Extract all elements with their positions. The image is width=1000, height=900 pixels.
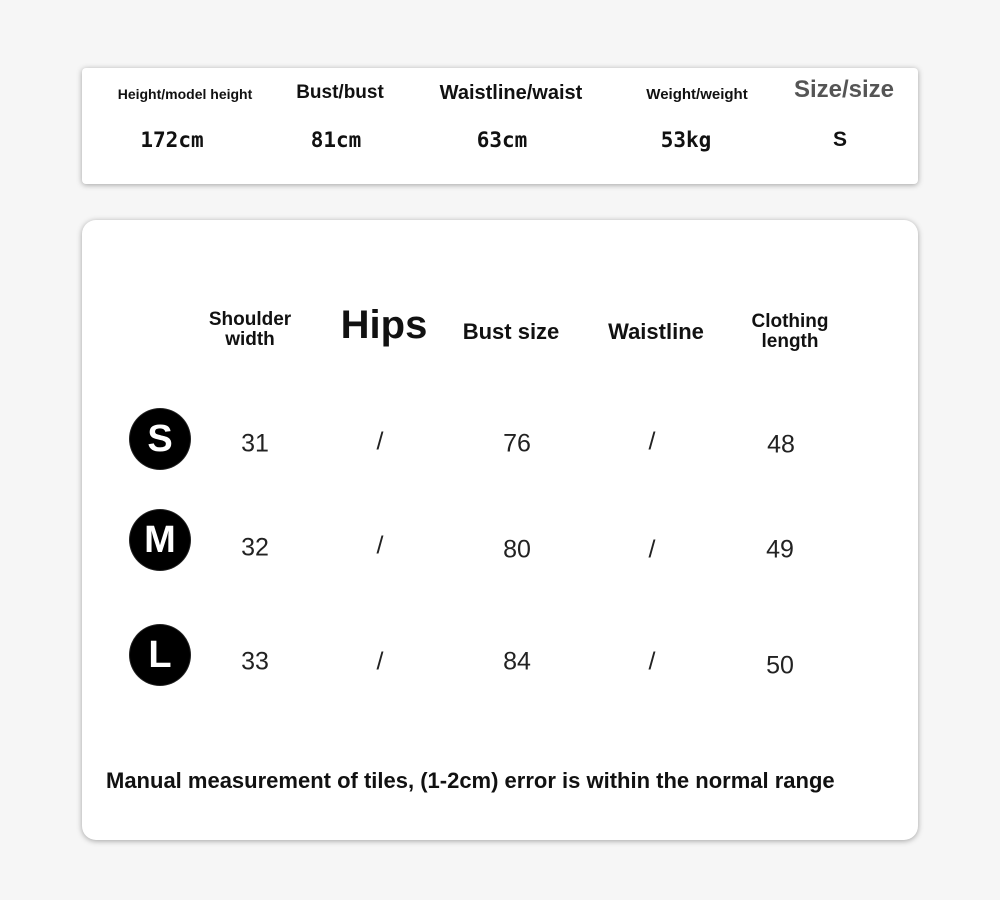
- cell-m-length: 49: [766, 535, 794, 564]
- cell-s-shoulder: 31: [241, 429, 269, 458]
- cell-m-bust: 80: [503, 535, 531, 564]
- model-weight-label: Weight/weight: [646, 86, 748, 103]
- cell-l-waist: /: [648, 647, 656, 676]
- model-size-value: S: [832, 128, 848, 151]
- size-badge-s: S: [130, 409, 190, 469]
- cell-l-hips: /: [376, 647, 384, 676]
- model-height-label: Height/model height: [117, 86, 253, 102]
- size-chart-card: [82, 220, 918, 840]
- model-bust-value: 81cm: [310, 128, 362, 152]
- cell-s-bust: 76: [503, 429, 531, 458]
- model-bust-label: Bust/bust: [296, 82, 384, 103]
- cell-s-length: 48: [767, 430, 795, 459]
- cell-s-waist: /: [648, 427, 656, 456]
- model-height-value: 172cm: [140, 128, 204, 152]
- model-waist-label: Waistline/waist: [439, 82, 583, 104]
- model-waist-value: 63cm: [476, 128, 528, 152]
- cell-l-bust: 84: [503, 647, 531, 676]
- cell-s-hips: /: [376, 427, 384, 456]
- size-badge-l: L: [130, 625, 190, 685]
- cell-m-hips: /: [376, 531, 384, 560]
- measurement-note: Manual measurement of tiles, (1-2cm) error is within the normal range: [106, 768, 835, 793]
- cell-l-shoulder: 33: [241, 647, 269, 676]
- model-info-card: [82, 68, 918, 184]
- header-shoulder-width: Shoulder width: [208, 309, 292, 350]
- header-clothing-length: Clothing length: [751, 311, 829, 352]
- size-badge-m: M: [130, 510, 190, 570]
- header-bust-size: Bust size: [462, 319, 560, 344]
- cell-m-waist: /: [648, 535, 656, 564]
- header-hips: Hips: [340, 303, 428, 347]
- cell-m-shoulder: 32: [241, 533, 269, 562]
- model-size-label: Size/size: [793, 76, 895, 103]
- cell-l-length: 50: [766, 651, 794, 680]
- header-waistline: Waistline: [608, 319, 704, 344]
- model-weight-value: 53kg: [660, 128, 712, 152]
